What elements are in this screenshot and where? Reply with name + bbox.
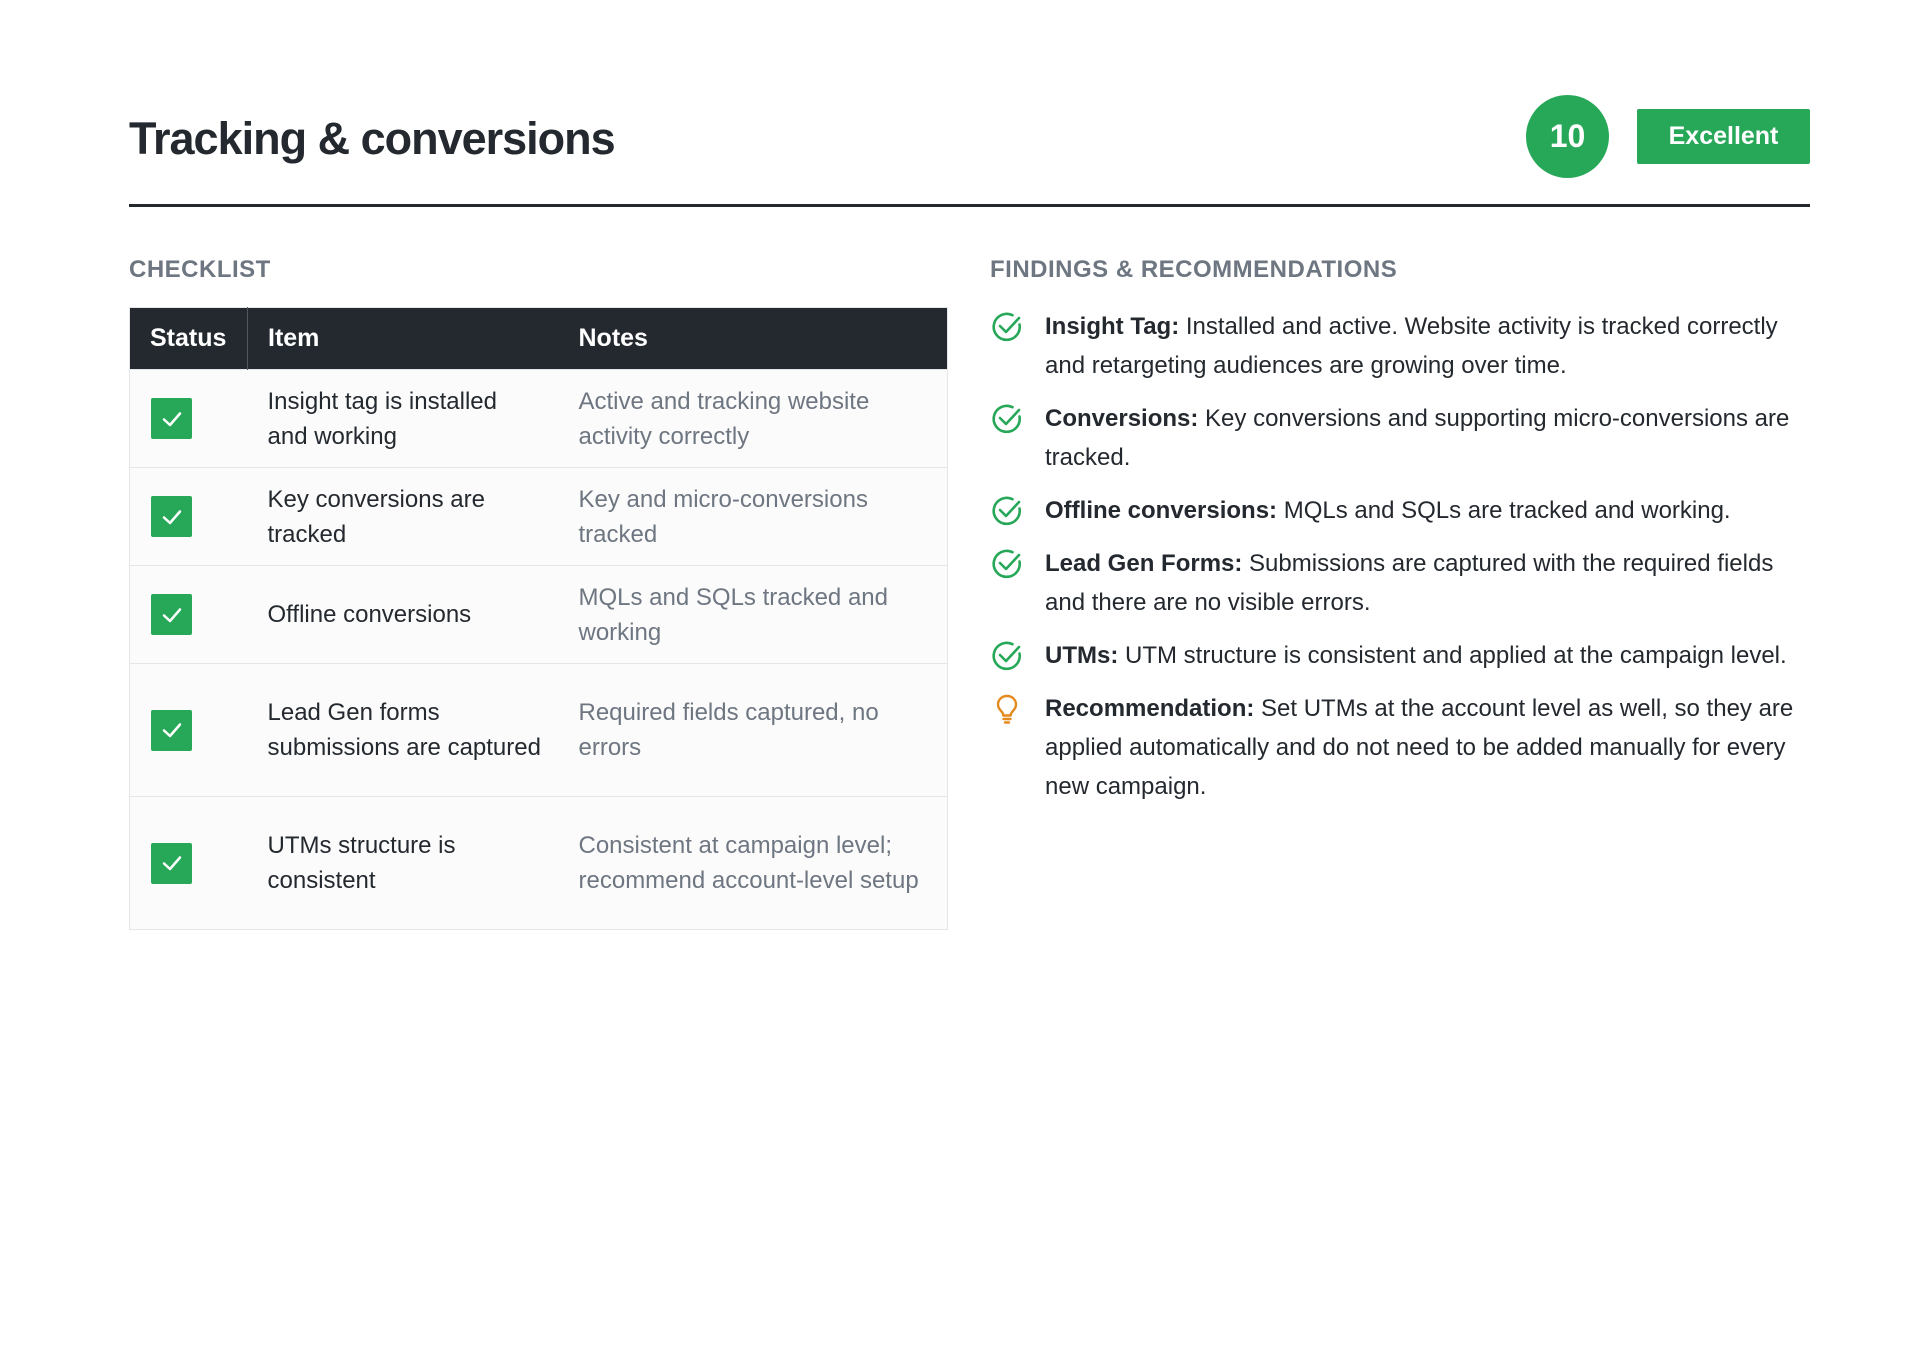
finding-label: UTMs: xyxy=(1045,642,1119,669)
checkmark-icon xyxy=(161,719,183,741)
finding-text: Key conversions and supporting micro-conversions are tracked. xyxy=(1045,405,1790,471)
table-row xyxy=(130,370,948,468)
status-cell xyxy=(130,797,248,930)
checkbox-checked[interactable] xyxy=(151,398,192,439)
list-item xyxy=(990,544,1810,622)
item-cell: Insight tag is installed and working xyxy=(248,370,559,468)
list-item xyxy=(990,491,1810,530)
check-circle-icon xyxy=(990,547,1024,581)
checkbox-checked[interactable] xyxy=(151,843,192,884)
checkbox-checked[interactable] xyxy=(151,710,192,751)
section-header xyxy=(129,95,1810,207)
status-cell xyxy=(130,370,248,468)
notes-cell: Active and tracking website activity correctly xyxy=(559,370,948,468)
finding-text: Installed and active. Website activity is tracked correctly and retargeting audiences are growing over time. xyxy=(1045,313,1778,379)
table-row xyxy=(130,468,948,566)
checkbox-checked[interactable] xyxy=(151,496,192,537)
finding-label: Offline conversions: xyxy=(1045,497,1278,524)
notes-cell: Key and micro-conversions tracked xyxy=(559,468,948,566)
item-cell: UTMs structure is consistent xyxy=(248,797,559,930)
item-cell: Offline conversions xyxy=(248,566,559,664)
finding-text: Set UTMs at the account level as well, so they are applied automatically and do not need to be added manually for every new campaign. xyxy=(1045,695,1794,800)
checklist-table xyxy=(129,307,948,930)
status-cell xyxy=(130,664,248,797)
rating-badge: Excellent xyxy=(1637,109,1810,164)
column-header-notes: Notes xyxy=(559,308,948,370)
list-item xyxy=(990,399,1810,477)
checkmark-icon xyxy=(161,506,183,528)
item-cell: Key conversions are tracked xyxy=(248,468,559,566)
finding-label: Lead Gen Forms: xyxy=(1045,550,1243,577)
list-item xyxy=(990,636,1810,675)
table-row xyxy=(130,566,948,664)
findings-heading: FINDINGS & RECOMMENDATIONS xyxy=(990,256,1398,283)
check-circle-icon xyxy=(990,494,1024,528)
page-title: Tracking & conversions xyxy=(129,113,615,164)
checkmark-icon xyxy=(161,604,183,626)
table-header-row xyxy=(130,308,948,370)
status-cell xyxy=(130,566,248,664)
status-cell xyxy=(130,468,248,566)
column-header-item: Item xyxy=(248,308,559,370)
check-circle-icon xyxy=(990,402,1024,436)
check-circle-icon xyxy=(990,639,1024,673)
finding-text: MQLs and SQLs are tracked and working. xyxy=(1283,497,1731,524)
list-item xyxy=(990,689,1810,806)
checkbox-checked[interactable] xyxy=(151,594,192,635)
finding-label: Recommendation: xyxy=(1045,695,1255,722)
notes-cell: Consistent at campaign level; recommend account-level setup xyxy=(559,797,948,930)
findings-list xyxy=(990,307,1810,820)
notes-cell: MQLs and SQLs tracked and working xyxy=(559,566,948,664)
table-row xyxy=(130,664,948,797)
checkmark-icon xyxy=(161,408,183,430)
finding-label: Insight Tag: xyxy=(1045,313,1180,340)
table-row xyxy=(130,797,948,930)
list-item xyxy=(990,307,1810,385)
finding-text: UTM structure is consistent and applied at the campaign level. xyxy=(1125,642,1787,669)
check-circle-icon xyxy=(990,310,1024,344)
column-header-status: Status xyxy=(130,308,248,370)
checkmark-icon xyxy=(161,852,183,874)
lightbulb-icon xyxy=(990,692,1024,726)
score-badge: 10 xyxy=(1526,95,1609,178)
item-cell: Lead Gen forms submissions are captured xyxy=(248,664,559,797)
finding-text: Submissions are captured with the required fields and there are no visible errors. xyxy=(1045,550,1774,616)
finding-label: Conversions: xyxy=(1045,405,1199,432)
checklist-heading: CHECKLIST xyxy=(129,256,271,283)
notes-cell: Required fields captured, no errors xyxy=(559,664,948,797)
